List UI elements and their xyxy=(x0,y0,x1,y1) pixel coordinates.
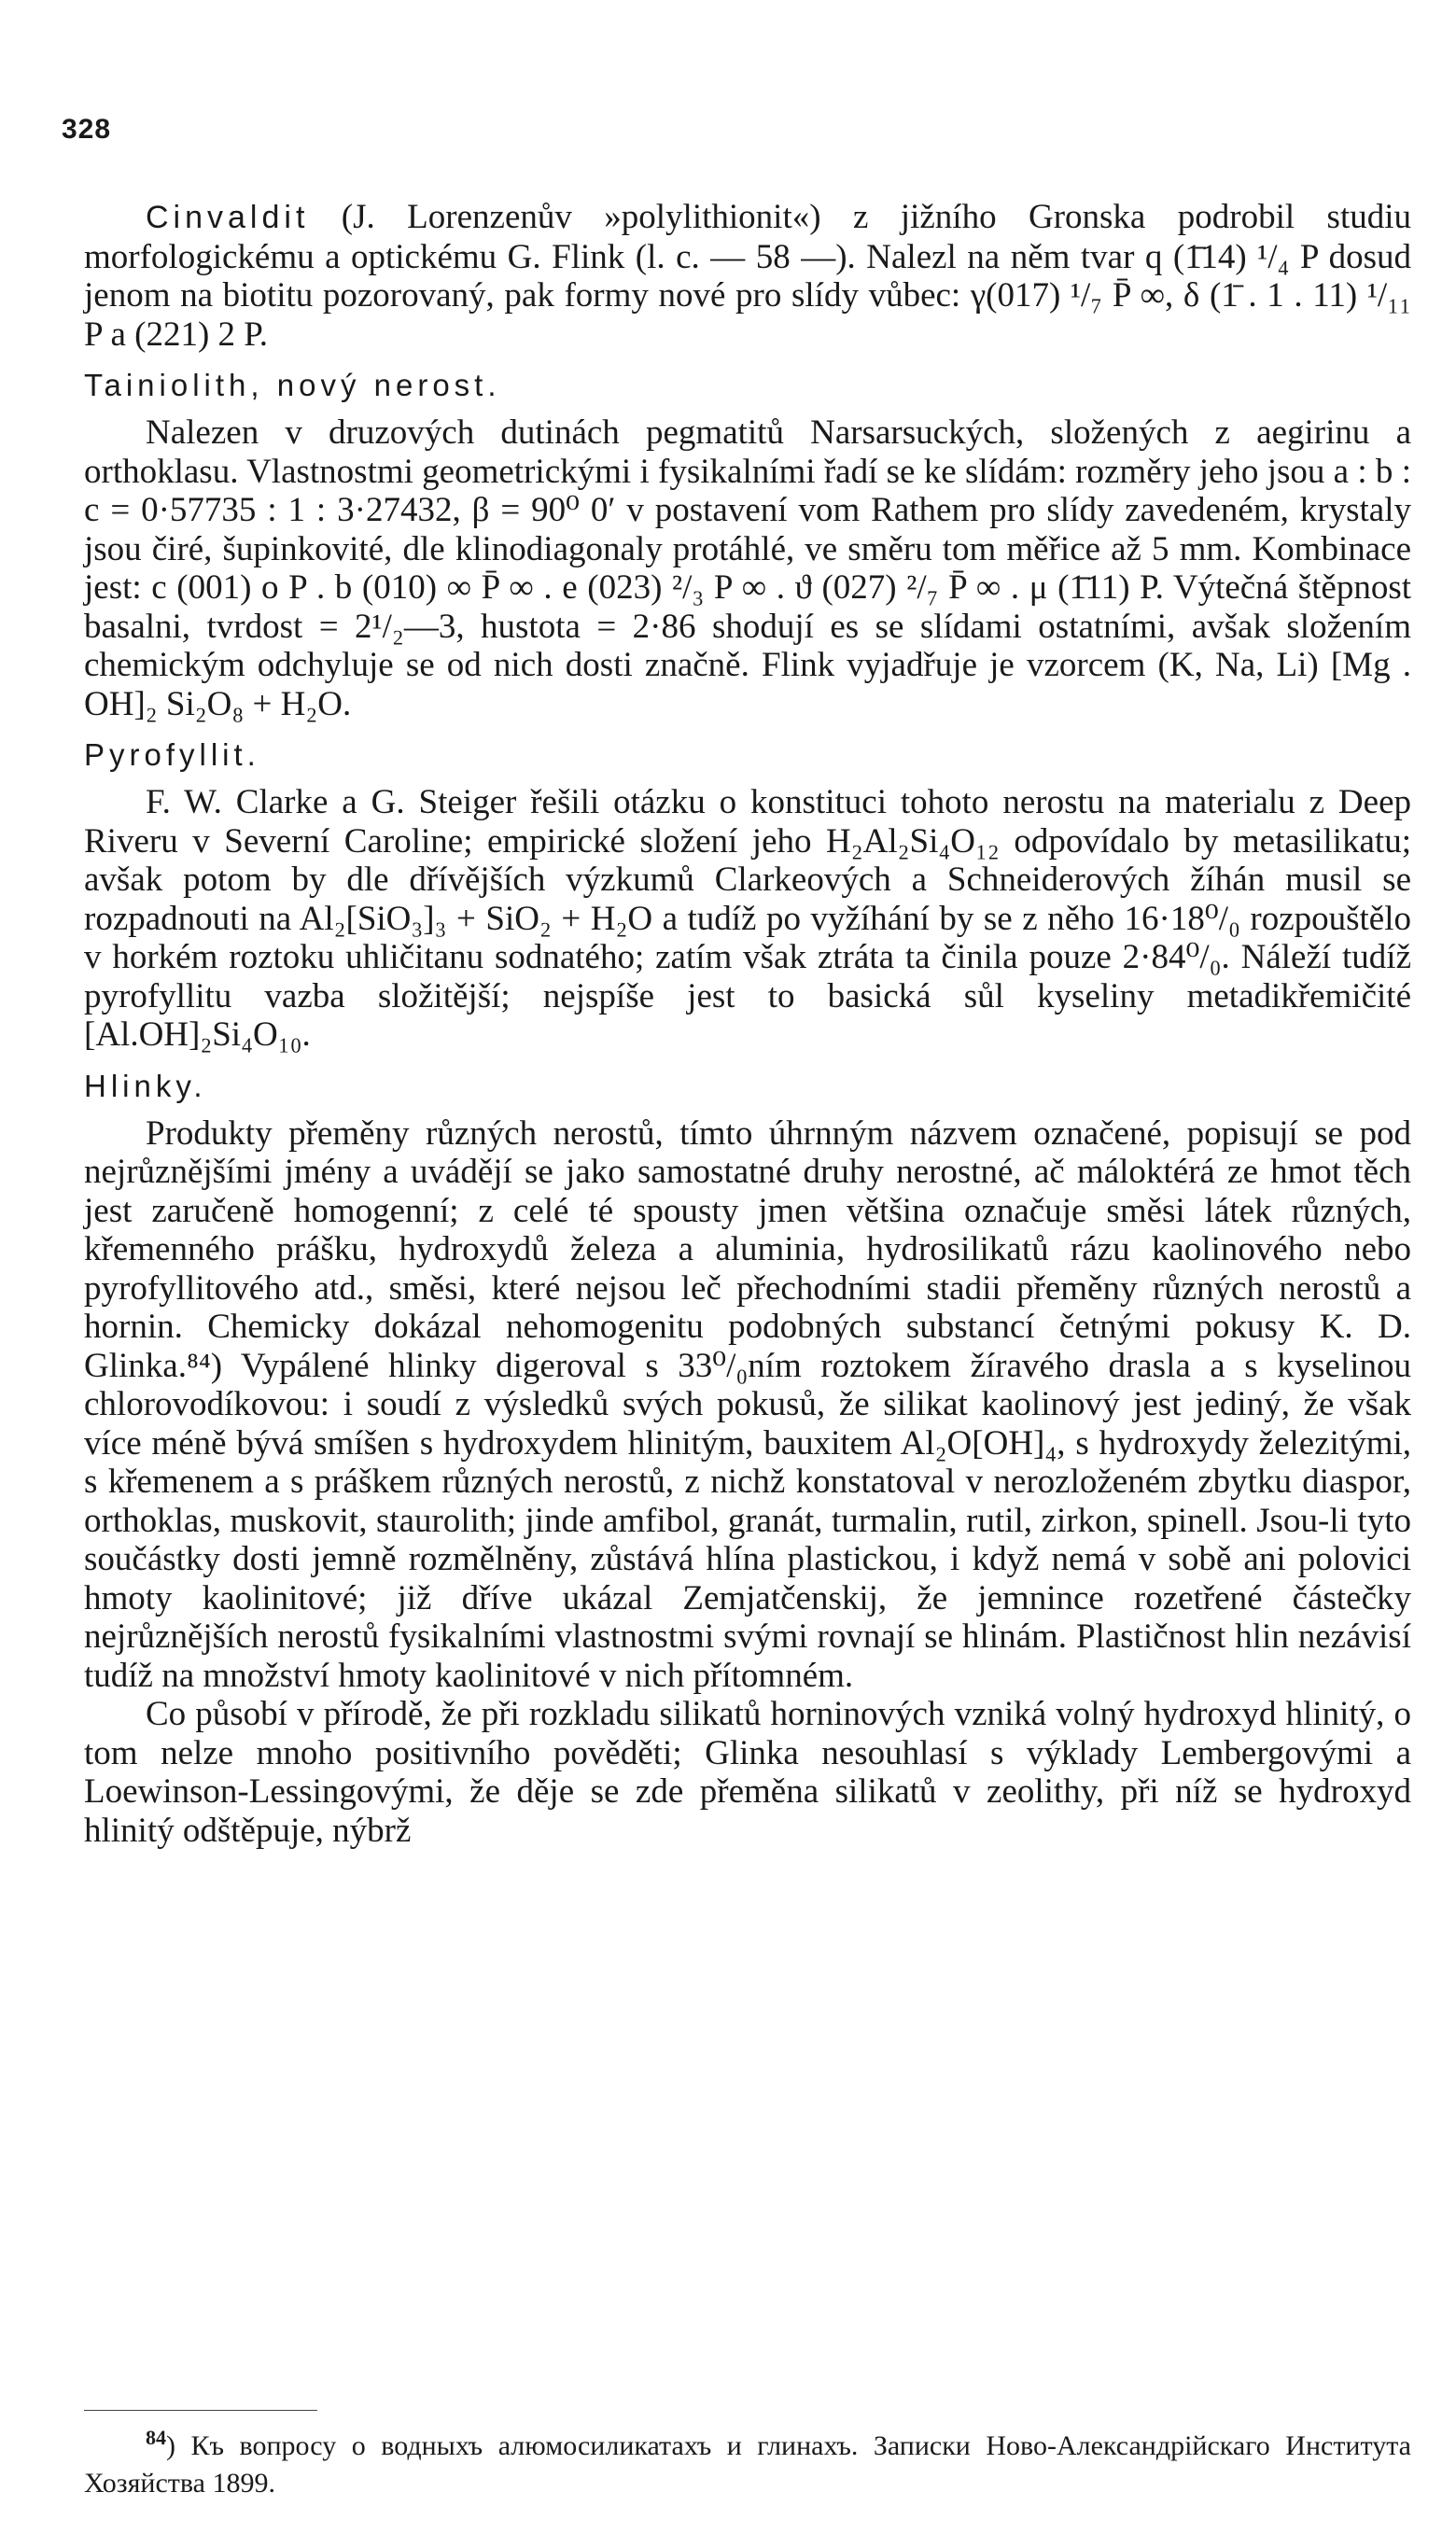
section-heading-pyrofyllit: Pyrofyllit. xyxy=(84,737,260,772)
paragraph-cinvaldit xyxy=(84,198,1411,354)
paragraph-text: (J. Lorenzenův »polylithionit«) z jižního Gronska podrobil studiu morfologickému a optickému G. Flink (l. c. — 58 —). Nalezl na něm tvar q (1̄14) ¹/₄ P dosud jenom na biotitu pozorovaný, pak formy nové pro slídy vůbec: γ(017) ¹/₇ P̄ ∞, δ (1̄ . 1 . 11) ¹/₁₁ P a (221) 2 P. xyxy=(84,198,1411,354)
footnote-divider xyxy=(84,2410,317,2411)
paragraph-hlinky-2: Co působí v přírodě, že při rozkladu silikatů horninových vzniká volný hydroxyd hlinitý, o tom nelze mnoho positivního pověděti; Glinka nesouhlasí s výklady Lembergovými a Loewinson-Lessingovými, že děje se zde přeměna silikatů v zeolithy, při níž se hydroxyd hlinitý odštěpuje, nýbrž xyxy=(84,1695,1411,1850)
footnote-ref: 84 xyxy=(146,2426,166,2449)
page-number: 328 xyxy=(62,114,112,145)
footnote-text: ) Къ вопросу о водныхъ алюмосиликатахъ и глинахъ. Записки Ново-Александрійскаго Института Хозяйства 1899. xyxy=(84,2430,1411,2499)
paragraph-hlinky-1: Produkty přeměny různých nerostů, tímto úhrnným názvem označené, popisují se pod nejrůznějšími jmény a uvádějí se jako samostatné druhy nerostné, ač máloktérá ze hmot těch jest zaručeně homogenní; z celé té spousty jmen většina označuje směsi látek různých, křemenného prášku, hydroxydů železa a aluminia, hydrosilikatů rázu kaolinového nebo pyrofyllitového atd., směsi, které nejsou leč přechodními stadii přeměny různých nerostů a hornin. Chemicky dokázal nehomogenitu podobných substancí četnými pokusy K. D. Glinka.⁸⁴) Vypálené hlinky digeroval s 33⁰/₀ním roztokem žíravého drasla a s kyselinou chlorovodíkovou: i soudí z výsledků svých pokusů, že silikat kaolinový jest jediný, že však více méně bývá smíšen s hydroxydem hlinitým, bauxitem Al₂O[OH]₄, s hydroxydy železitými, s křemenem a s práškem různých nerostů, z nichž konstatoval v nerozloženém zbytku diaspor, orthoklas, muskovit, staurolith; jinde amfibol, granát, turmalin, rutil, zirkon, spinell. Jsou-li tyto součástky dosti jemně rozmělněny, zůstává hlína plastickou, i když nemá v sobě ani polovici hmoty kaolinitové; již dříve ukázal Zemjatčenskij, že jemnince rozetřené částečky nejrůznějších nerostů fysikalními vlastnostmi svými rovnají se hlinám. Plastičnost hlin nezávisí tudíž na množství hmoty kaolinitové v nich přítomném. xyxy=(84,1113,1411,1695)
section-heading-hlinky: Hlinky. xyxy=(84,1068,207,1103)
section-heading-tainiolith: Tainiolith, nový nerost. xyxy=(84,368,501,402)
page-body xyxy=(84,198,1411,1850)
paragraph-tainiolith: Nalezen v druzových dutinách pegmatitů Narsarsuckých, složených z aegirinu a orthoklasu. Vlastnostmi geometrickými i fysikalními řadí se ke slídám: rozměry jeho jsou a : b : c = 0·57735 : 1 : 3·27432, β = 90⁰ 0′ v postavení vom Rathem pro slídy zavedeném, krystaly jsou čiré, šupinkovité, dle klinodiagonaly protáhlé, ve směru tom měřice až 5 mm. Kombinace jest: c (001) o P . b (010) ∞ P̄ ∞ . e (023) ²/₃ P ∞ . ϑ (027) ²/₇ P̄ ∞ . μ (1̄11) P. Výtečná štěpnost basalni, tvrdost = 2¹/₂—3, hustota = 2·86 shodují es se slídami ostatními, avšak složením chemickým odchyluje se od nich dosti značně. Flink vyjadřuje je vzorcem (K, Na, Li) [Mg . OH]₂ Si₂O₈ + H₂O. xyxy=(84,413,1411,723)
term-cinvaldit: Cinvaldit xyxy=(146,200,310,235)
footnote xyxy=(84,2419,1411,2502)
paragraph-pyrofyllit: F. W. Clarke a G. Steiger řešili otázku o konstituci tohoto nerostu na materialu z Deep Riveru v Severní Caroline; empirické složení jeho H₂Al₂Si₄O₁₂ odpovídalo by metasilikatu; avšak potom by dle dřívějších výzkumů Clarkeových a Schneiderových žíhán musil se rozpadnouti na Al₂[SiO₃]₃ + SiO₂ + H₂O a tudíž po vyžíhání by se z něho 16·18⁰/₀ rozpouštělo v horkém roztoku uhličitanu sodnatého; zatím však ztráta ta činila pouze 2·84⁰/₀. Náleží tudíž pyrofyllitu vazba složitější; nejspíše jest to basická sůl kyseliny metadikřemičité [Al.OH]₂Si₄O₁₀. xyxy=(84,783,1411,1054)
